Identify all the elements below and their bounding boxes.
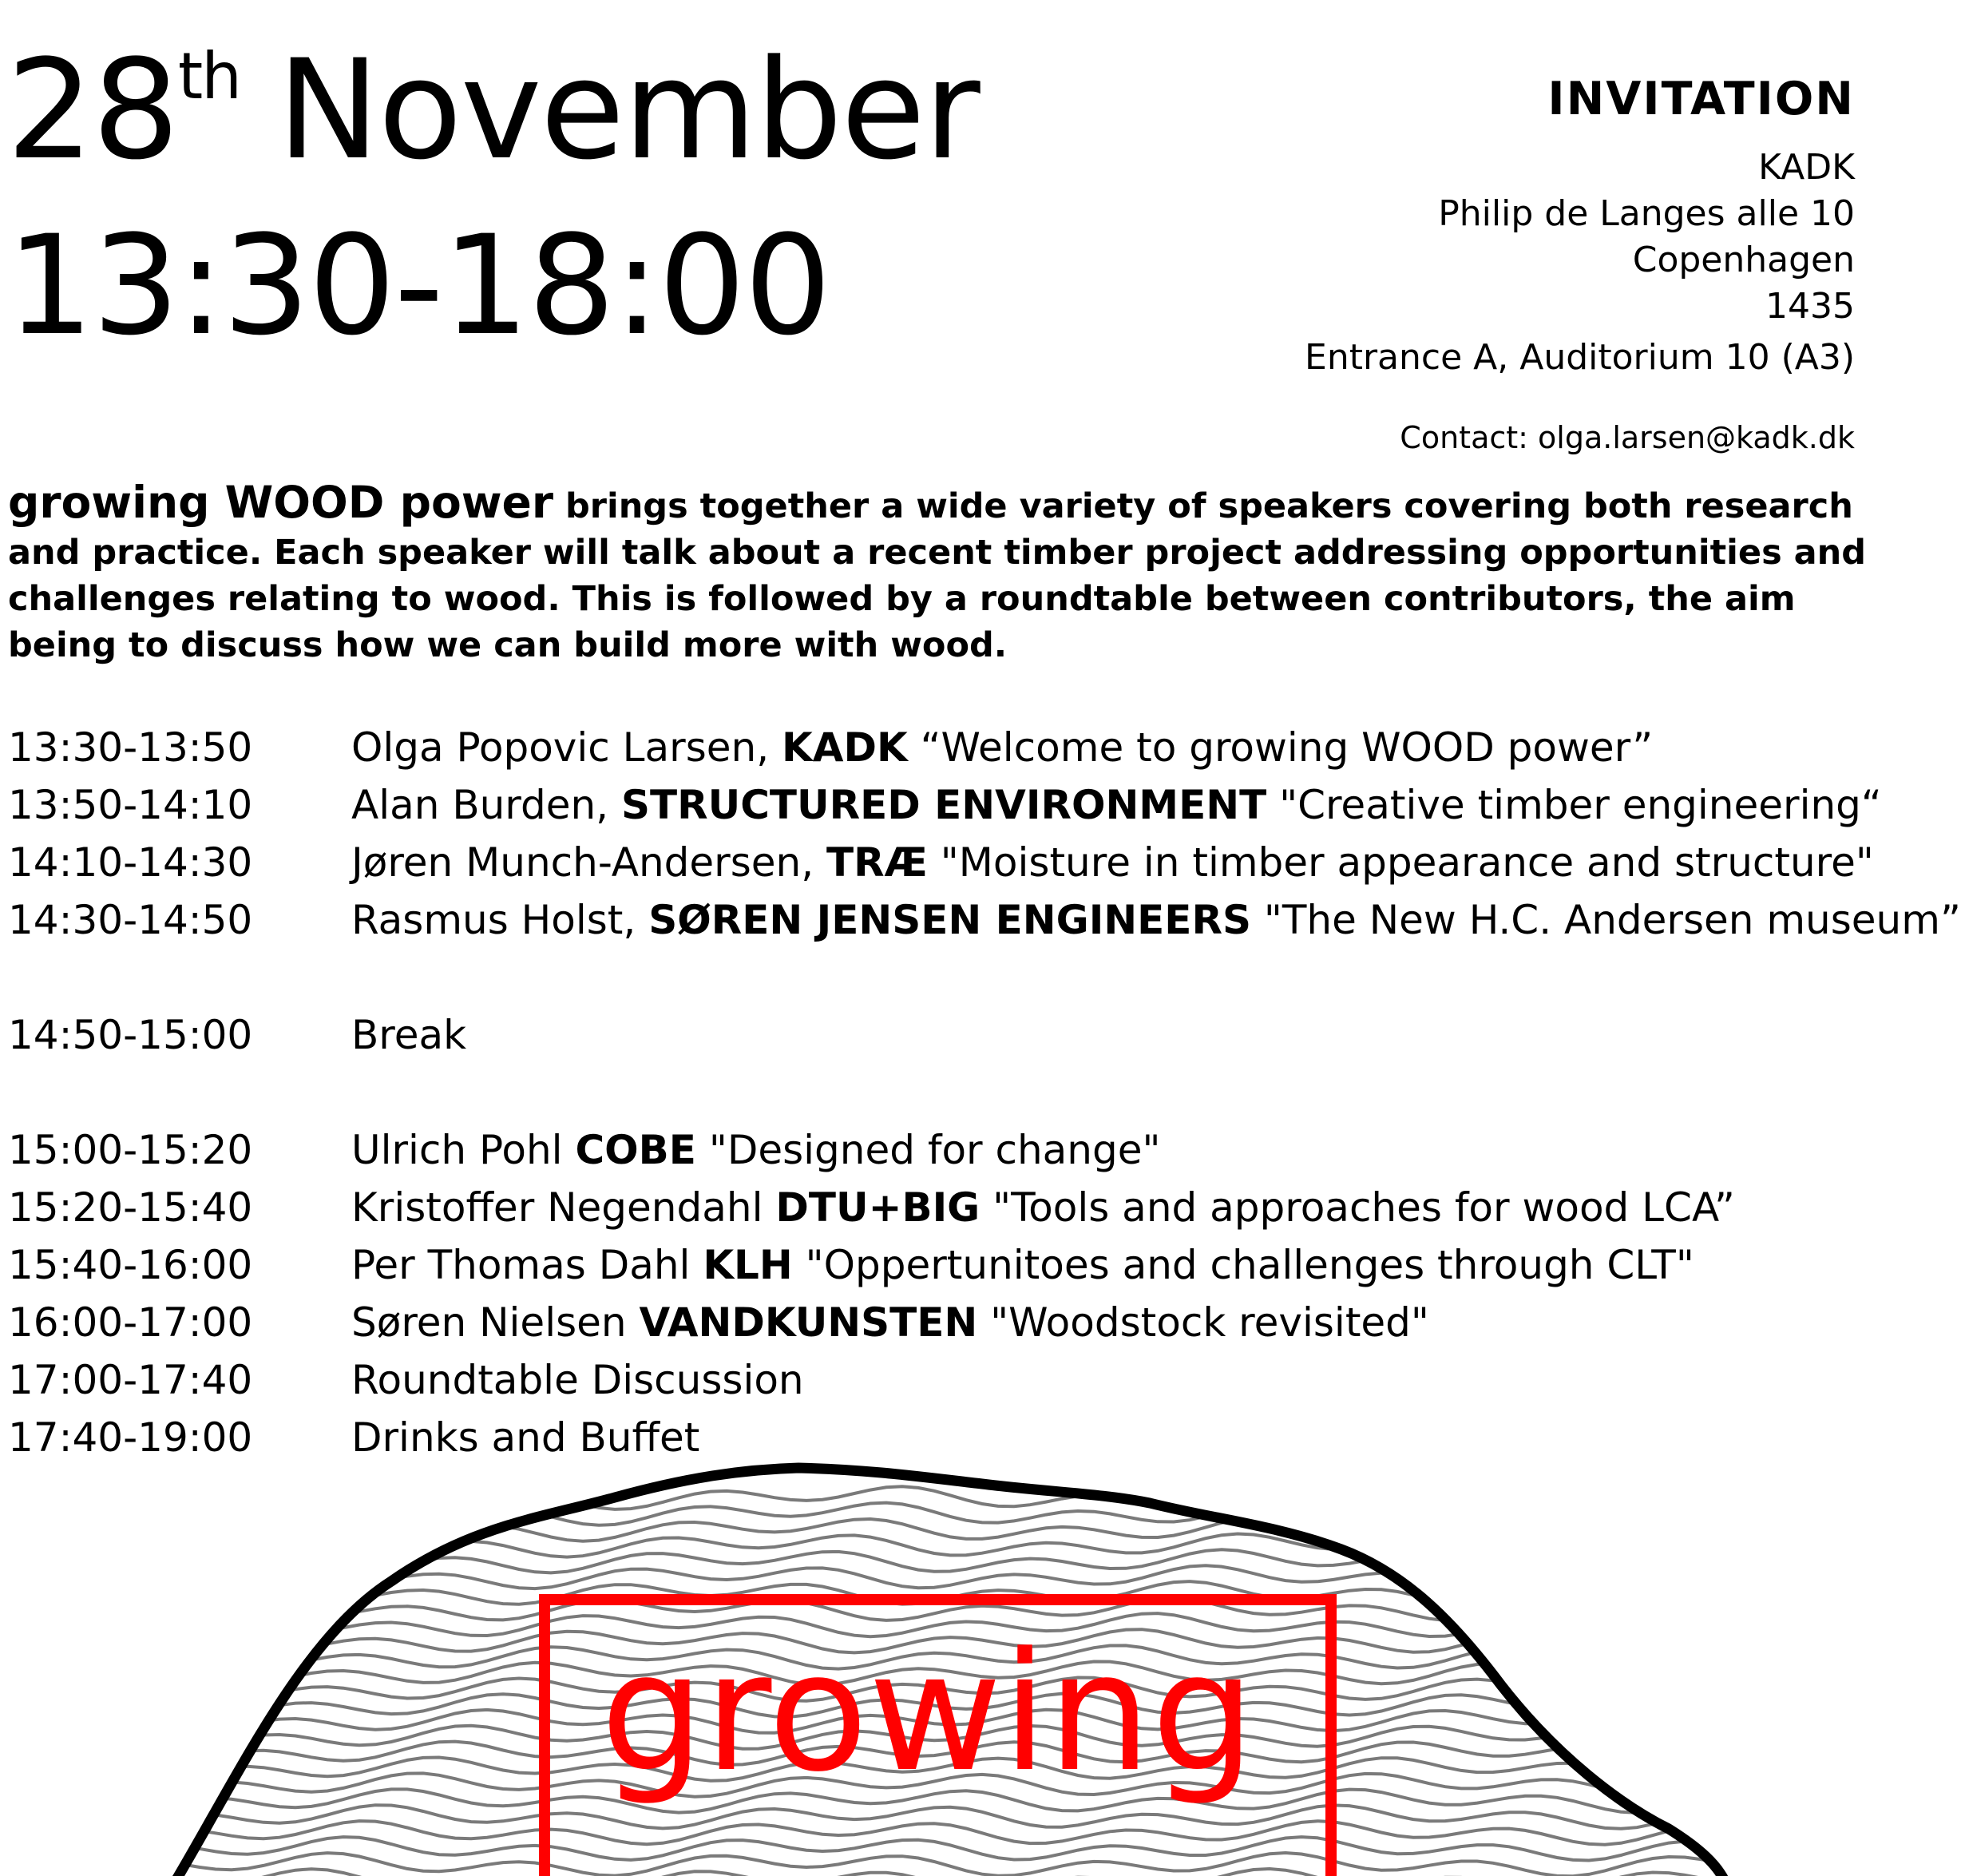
schedule-desc — [351, 776, 1882, 834]
venue-postcode: 1435 — [1765, 286, 1855, 327]
schedule-time: 16:00-17:00 — [8, 1299, 253, 1346]
tree-ring — [120, 1486, 1765, 1509]
talk-title: "Woodstock revisited" — [977, 1299, 1429, 1346]
event-date — [6, 30, 979, 190]
intro-paragraph — [8, 479, 1868, 668]
schedule-time: 13:30-13:50 — [8, 724, 253, 771]
schedule-desc — [351, 1351, 804, 1409]
event-time: 13:30-18:00 — [6, 205, 830, 366]
talk-title: "Tools and approaches for wood LCA” — [980, 1184, 1735, 1231]
venue-city: Copenhagen — [1632, 240, 1855, 280]
logo-word: growing — [600, 1618, 1255, 1808]
schedule-desc — [351, 719, 1653, 776]
speaker-name: Alan Burden, — [351, 782, 621, 828]
speaker-name: Ulrich Pohl — [351, 1127, 576, 1173]
speaker-name: Olga Popovic Larsen, — [351, 724, 782, 771]
schedule-time: 14:50-15:00 — [8, 1012, 253, 1058]
venue-name: KADK — [1758, 147, 1855, 188]
speaker-org: DTU+BIG — [775, 1184, 980, 1231]
speaker-name: Roundtable Discussion — [351, 1357, 804, 1403]
speaker-org: KLH — [703, 1242, 793, 1288]
tree-ring — [120, 1517, 1765, 1541]
talk-title: “Welcome to growing WOOD power” — [907, 724, 1654, 771]
speaker-name: Break — [351, 1012, 467, 1058]
schedule-time: 14:10-14:30 — [8, 839, 253, 886]
schedule-time: 15:00-15:20 — [8, 1127, 253, 1173]
tree-ring — [120, 1565, 1765, 1589]
speaker-name: Drinks and Buffet — [351, 1414, 700, 1461]
schedule-desc — [351, 1006, 466, 1064]
speaker-org: VANDKUNSTEN — [639, 1299, 978, 1346]
date-suffix: th — [177, 39, 240, 113]
schedule-time: 15:20-15:40 — [8, 1184, 253, 1231]
schedule-desc — [351, 1236, 1694, 1294]
speaker-name: Jøren Munch-Andersen, — [351, 839, 827, 886]
talk-title: "Oppertunitoes and challenges through CLT" — [792, 1242, 1694, 1288]
speaker-name: Søren Nielsen — [351, 1299, 640, 1346]
schedule-desc — [351, 891, 1961, 949]
speaker-org: KADK — [782, 724, 908, 771]
schedule-time: 14:30-14:50 — [8, 897, 253, 943]
speaker-name: Per Thomas Dahl — [351, 1242, 703, 1288]
talk-title: "The New H.C. Andersen museum” — [1250, 897, 1961, 943]
speaker-org: SØREN JENSEN ENGINEERS — [648, 897, 1251, 943]
talk-title: "Creative timber engineering“ — [1266, 782, 1882, 828]
talk-title: "Moisture in timber appearance and structure" — [927, 839, 1874, 886]
tree-ring — [120, 1533, 1765, 1557]
schedule-desc — [351, 834, 1874, 891]
speaker-org: COBE — [575, 1127, 696, 1173]
intro-body: brings together a wide variety of speakers covering both research and practice. Each speaker will talk about a recent timber project addressing opportunities and challenges relating to wood. This is followed by a roundtable between contributors, the aim being to discuss how we can build more with wood. — [8, 486, 1867, 665]
invitation-block — [1305, 73, 1855, 455]
speaker-org: TRÆ — [826, 839, 928, 886]
intro-lead: growing WOOD power — [8, 477, 553, 528]
venue-entrance: Entrance A, Auditorium 10 (A3) — [1305, 337, 1855, 378]
talk-title: "Designed for change" — [695, 1127, 1161, 1173]
speaker-name: Rasmus Holst, — [351, 897, 649, 943]
schedule-time: 17:40-19:00 — [8, 1414, 253, 1461]
schedule-time: 15:40-16:00 — [8, 1242, 253, 1288]
speaker-org: STRUCTURED ENVIRONMENT — [620, 782, 1267, 828]
schedule-time: 17:00-17:40 — [8, 1357, 253, 1403]
invitation-title: INVITATION — [1547, 73, 1855, 125]
contact-email[interactable]: Contact: olga.larsen@kadk.dk — [1400, 420, 1855, 455]
venue-street: Philip de Langes alle 10 — [1438, 193, 1855, 234]
schedule-desc — [351, 1294, 1429, 1351]
speaker-name: Kristoffer Negendahl — [351, 1184, 776, 1231]
schedule-desc — [351, 1179, 1735, 1236]
tree-ring — [120, 1502, 1765, 1525]
schedule-desc — [351, 1121, 1161, 1179]
date-day: 28 — [6, 30, 178, 190]
growing-wood-logo — [0, 1454, 1876, 1876]
schedule-time: 13:50-14:10 — [8, 782, 253, 828]
date-month: November — [276, 30, 979, 190]
